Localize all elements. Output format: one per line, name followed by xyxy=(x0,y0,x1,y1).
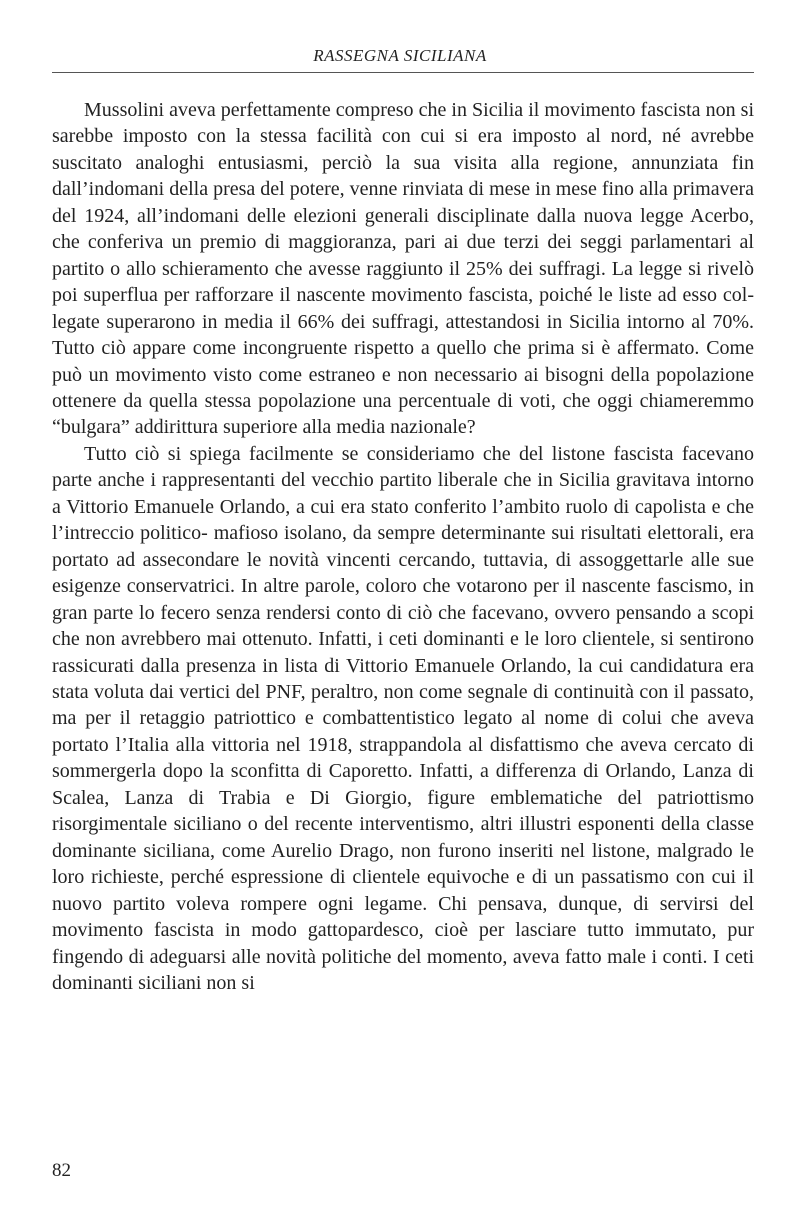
paragraph-1: Mussolini aveva perfettamente compreso che in Sicilia il movimento fascista non si sarebbe imposto con la stessa facilità con cui si era imposto al nord, né avrebbe suscitato analoghi entusiasmi, perciò la sua visita alla regione, annunziata fin dall’indomani della presa del potere, venne rinviata di mese in mese fino alla primavera del 1924, all’indomani delle elezioni generali disciplinate dalla nuova legge Acerbo, che conferiva un premio di maggioranza, pari ai due terzi dei seggi parlamentari al partito o allo schieramento che avesse raggiunto il 25% dei suffragi. La legge si rivelò poi superflua per rafforzare il nascente movimento fascista, poiché le liste ad esso collegate superarono in media il 66% dei suffragi, attestandosi in Sicilia intorno al 70%. Tutto ciò appare come incongruente rispetto a quello che prima si è affermato. Come può un movimento visto come estraneo e non necessario ai bisogni della popolazione ottenere da quella stessa popolazione una percentuale di voti, che oggi chiameremmo “bulgara” addirittura superiore alla media nazionale? xyxy=(52,99,754,439)
body-text xyxy=(52,97,754,996)
paragraph-2: Tutto ciò si spiega facilmente se consideriamo che del listone fascista facevano parte anche i rappresentanti del vecchio partito liberale che in Sicilia gravitava intorno a Vittorio Emanuele Orlando, a cui era stato conferito l’ambito ruolo di capolista e che l’intreccio politico- mafioso isolano, da sempre determinante sui risultati elettorali, era portato ad assecondare le novità vincenti cercando, tuttavia, di assoggettarle alle sue esigenze conservatrici. In altre parole, coloro che votarono per il nascente fascismo, in gran parte lo fecero senza rendersi conto di ciò che facevano, ovvero pensando a scopi che non avrebbero mai ottenuto. Infatti, i ceti dominanti e le loro clientele, si sentirono rassicurati dalla presenza in lista di Vittorio Emanuele Orlando, la cui candidatura era stata voluta dai vertici del PNF, peraltro, non come segnale di continuità con il passato, ma per il retaggio patriottico e combattentistico legato al nome di colui che aveva portato l’Italia alla vittoria nel 1918, strappandola al disfattismo che aveva cercato di sommergerla dopo la sconfitta di Caporetto. Infatti, a differenza di Orlando, Lanza di Scalea, Lanza di Trabia e Di Giorgio, figure emblematiche del patriottismo risorgimentale siciliano o del recente interventismo, altri illustri esponenti della classe dominante siciliana, come Aurelio Drago, non furono inseriti nel listone, malgrado le loro richieste, perché espressione di clientele equivoche e di un passatismo con cui il nuovo partito voleva rompere ogni legame. Chi pensava, dunque, di servirsi del movimento fascista in modo gattopardesco, cioè per lasciare tutto immutato, pur fingendo di adeguarsi alle novità politiche del momento, aveva fatto male i conti. I ceti dominanti siciliani non si xyxy=(52,442,754,994)
page-number: 82 xyxy=(52,1160,71,1181)
header-rule xyxy=(52,72,754,73)
running-header: RASSEGNA SICILIANA xyxy=(313,46,487,65)
